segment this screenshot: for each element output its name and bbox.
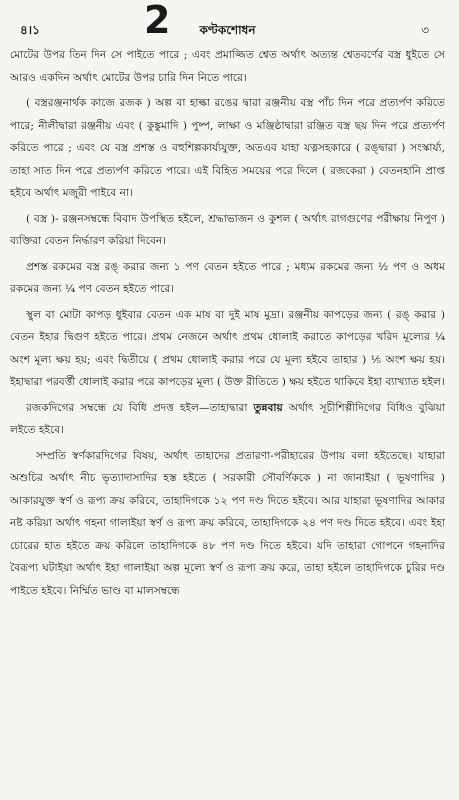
paragraph: ( বস্ত্র )- রঞ্জনসম্বন্ধে বিবাদ উপস্থিত হইলে, শ্রদ্ধাভাজন ও কুশল ( অর্থাৎ রাগগুণের পরীক্ষায় নিপুণ ) ব্যক্তিরা বেতন নির্দ্ধারণ করিয়া দিবেন। [10, 212, 445, 247]
page-number: ৩ [421, 23, 429, 37]
emphasized-term: তুন্নবায় [253, 401, 283, 414]
paragraph: প্রশস্ত রকমের বস্ত্র রঙ্ করার জন্য ১ পণ বেতন হইতে পারে ; মধ্যম রকমের জন্য ½ পণ ও অধম রকমের জন্য ¼ পণ বেতন হইতে পারে। [10, 260, 445, 295]
paragraph: স্থুল বা মোটা কাপড় ধুইবার বেতন এক মাষ বা দুই মাষ মুদ্রা। রঞ্জনীয় কাপড়ের জন্য ( রঙ্ করার ) বেতন ইহার দ্বিগুণ হইতে পারে। প্রথম নেজনে অর্থাৎ প্রথম ধোলাই করাতে কাপড়ের খরিদ মূল্যের ¼ অংশ মূল্য ক্ষয় হয়; এবং দ্বিতীয়ে ( প্রথম ধোলাই করার পরে যে মূল্য হইবে তাহার ) ⅕ অংশ ক্ষয় হয়। ইহাদ্বারা পরবর্ত্তী ধোলাই করার পরে কাপড়ের মূল্য ( উক্ত রীতিতে ) ক্ষয় হইতে থাকিবে ইহা ব্যাখ্যাত হইল। [10, 308, 445, 388]
page-stamp: 2 [144, 0, 171, 42]
running-title: কণ্টকশোধন [199, 23, 256, 37]
paragraph: ( বস্ত্ররঞ্জনার্থক কাজে রজক ) অল্প বা হাল্কা রঙের দ্বারা রঞ্জনীয় বস্ত্র পাঁচ দিন পরে প্রত্যর্পণ করিতে পারে; নীলীদ্বারা রঞ্জনীয় এবং ( কুঙ্কুমাদি ) পুষ্প, লাক্ষা ও মঞ্জিষ্ঠাদ্বারা রঞ্জিত বস্ত্র ছয় দিন পরে প্রত্যর্পণ করিতে পারে ; এবং যে বস্ত্র প্রশস্ত ও বহুশিল্পকার্য্যযুক্ত, অতএব যাহা যত্নসহকারে ( রঙ্দ্বারা ) সংস্কার্য্য, তাহা সাত দিন পরে প্রত্যর্পণ করিতে পারে। এই বিহিত সময়ের পরে দিলে ( রজকেরা ) বেতনহানি প্রাপ্ত হইবে অর্থাৎ মজুরী পাইবে না। [10, 97, 445, 199]
chapter-label: ৪।১ [20, 23, 40, 37]
body-text [10, 44, 445, 602]
paragraph: সম্প্রতি স্বর্ণকারদিগের বিষয়, অর্থাৎ তাহাদের প্রতারণা-পরীহারের উপায় বলা হইতেছে। যাহারা অশুচির অর্থাৎ নীচ ভৃত্যাদাসাদির হস্ত হইতে ( সরকারী সৌবর্ণিককে ) না জানাইয়া ( ভূষণাদির ) আকারযুক্ত স্বর্ণ ও রূপ্য ক্রয় করিবে, তাহাদিগকে ১২ পণ দণ্ড দিতে হইবে। আর যাহারা ভূষণাদির আকার নষ্ট করিয়া অর্থাৎ গহনা গালাইয়া স্বর্ণ ও রূপ্য ক্রয় করিবে, তাহাদিগকে ২৪ পণ দণ্ড দিতে হইবে। এবং ইহা চোরের হাত হইতে ক্রয় করিলে তাহাদিগকে ৪৮ পণ দণ্ড দিতে হইবে। যদি তাহারা গোপনে গহনাদির বৈরূপ্য ঘটাইয়া অর্থাৎ ইহা গালাইয়া অল্প মূল্যে স্বর্ণ ও রূপ্য ক্রয় করে, তাহা হইলে তাহাদিগকে চুরির দণ্ড পাইতে হইবে। নির্ম্মিত ভাণ্ড বা মালসম্বন্ধে [10, 449, 445, 597]
page-header [10, 0, 445, 44]
paragraph-emphasis: রজকদিগের সম্বন্ধে যে বিধি প্রদত্ত হইল—তাহাদ্বারা তুন্নবায় অর্থাৎ সূচীশিল্পীদিগের বিধিও বুঝিয়া লইতে হইবে। [10, 401, 446, 436]
paragraph: মোটের উপর তিন দিন সে পাইতে পারে ; এবং প্রমাজ্জিত শ্বেত অর্থাৎ অত্যন্ত শ্বেতবর্ণের বস্ত্র ধুইতে সে আরও একদিন অর্থাৎ মোটের উপর চারি দিন নিতে পারে। [10, 49, 445, 84]
